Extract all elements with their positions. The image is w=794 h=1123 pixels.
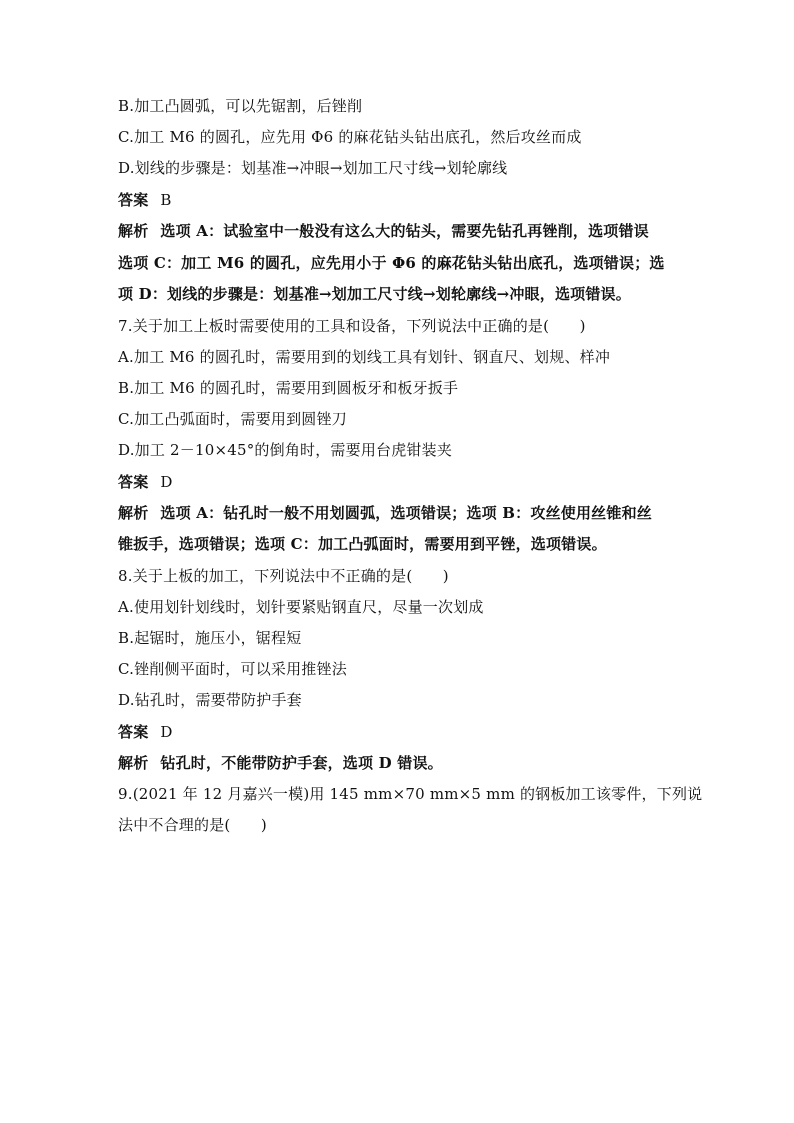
q8-option-d: D.钻孔时，需要带防护手套 [118,691,302,709]
q7-analysis-line-2: 锥扳手，选项错误；选项 C：加工凸弧面时，需要用到平锉，选项错误。 [118,535,607,553]
q6-analysis-line-1 [118,221,688,241]
q7-answer [118,472,688,492]
q8-option-b: B.起锯时，施压小，锯程短 [118,629,302,647]
q6-analysis-line-2: 选项 C：加工 M6 的圆孔，应先用小于 Φ6 的麻花钻头钻出底孔，选项错误；选 [118,254,665,272]
q8-option-a: A.使用划针划线时，划针要紧贴钢直尺，尽量一次划成 [118,598,484,616]
answer-value: D [160,473,173,491]
q7-option-c: C.加工凸弧面时，需要用到圆锉刀 [118,410,347,428]
q9-stem-line-2: 法中不合理的是( ) [118,816,267,834]
q6-answer [118,190,688,210]
q7-option-b: B.加工 M6 的圆孔时，需要用到圆板牙和板牙扳手 [118,379,459,397]
q6-analysis-line-3: 项 D：划线的步骤是：划基准→划加工尺寸线→划轮廓线→冲眼，选项错误。 [118,285,631,303]
analysis-label: 解析 [118,754,149,772]
analysis-text: 选项 A：试验室中一般没有这么大的钻头，需要先钻孔再锉削，选项错误 [160,222,649,240]
analysis-text: 选项 A：钻孔时一般不用划圆弧，选项错误；选项 B：攻丝使用丝锥和丝 [160,504,652,522]
analysis-label: 解析 [118,222,149,240]
q6-option-c: C.加工 M6 的圆孔，应先用 Φ6 的麻花钻头钻出底孔，然后攻丝而成 [118,128,582,146]
answer-label: 答案 [118,723,149,741]
q9-stem-line-1: 9.(2021 年 12 月嘉兴一模)用 145 mm×70 mm×5 mm 的钢板加工该零件，下列说 [118,785,703,803]
q7-stem: 7.关于加工上板时需要使用的工具和设备，下列说法中正确的是( ) [118,317,586,335]
answer-value: B [160,191,172,209]
q7-option-a: A.加工 M6 的圆孔时，需要用到的划线工具有划针、钢直尺、划规、样冲 [118,348,611,366]
analysis-label: 解析 [118,504,149,522]
q7-option-d: D.加工 2－10×45°的倒角时，需要用台虎钳装夹 [118,441,453,459]
q7-analysis-line-1 [118,503,688,523]
analysis-text: 钻孔时，不能带防护手套，选项 D 错误。 [160,754,443,772]
q8-option-c: C.锉削侧平面时，可以采用推锉法 [118,660,347,678]
answer-label: 答案 [118,191,149,209]
q8-stem: 8.关于上板的加工，下列说法中不正确的是( ) [118,567,449,585]
answer-value: D [160,723,173,741]
answer-label: 答案 [118,473,149,491]
q8-analysis [118,753,688,773]
q6-option-b: B.加工凸圆弧，可以先锯割，后锉削 [118,97,363,115]
q8-answer [118,722,688,742]
q6-option-d: D.划线的步骤是：划基准→冲眼→划加工尺寸线→划轮廓线 [118,159,508,177]
